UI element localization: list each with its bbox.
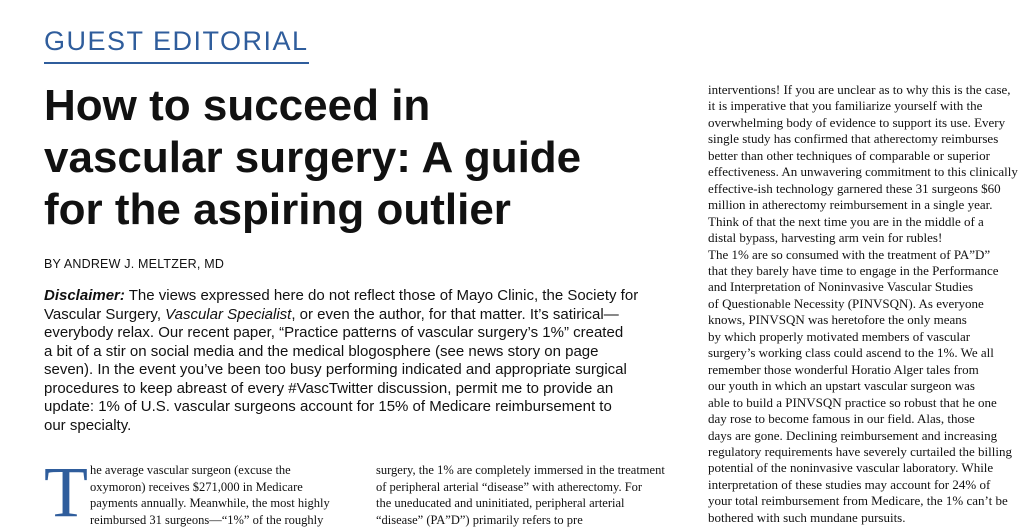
disclaimer-line: a bit of a stir on social media and the medical blogosphere (see news story on page — [44, 342, 599, 360]
body-line: oxymoron) receives $271,000 in Medicare — [90, 479, 303, 494]
disclaimer-text: The views expressed here do not reflect those of Mayo Clinic, the Society for — [124, 287, 639, 304]
disclaimer-line — [44, 287, 694, 306]
body-line: that they barely have time to engage in the Performance — [708, 262, 999, 278]
drop-cap: T — [44, 452, 88, 532]
disclaimer-line: everybody relax. Our recent paper, “Practice patterns of vascular surgery’s 1%” created — [44, 324, 624, 341]
body-line: the uneducated and uninitiated, peripheral arterial — [376, 496, 625, 510]
body-line: day rose to become famous in our field. Alas, those — [708, 411, 975, 427]
body-line: and Interpretation of Noninvasive Vascular Studies — [708, 279, 974, 295]
body-line: Think of that the next time you are in the middle of a — [708, 213, 984, 229]
body-line: regulatory requirements have severely curtailed the billing — [708, 443, 1012, 459]
body-line: remember those wonderful Horatio Alger tales from — [708, 361, 979, 377]
body-line: The 1% are so consumed with the treatment of PA”D” — [708, 246, 991, 262]
disclaimer-line: our specialty. — [44, 416, 132, 434]
headline-line: How to succeed in — [44, 81, 431, 130]
body-line: surgery, the 1% are completely immersed in the treatment — [376, 463, 665, 477]
body-line: knows, PINVSQN was heretofore the only means — [708, 312, 967, 328]
headline-line: vascular surgery: A guide — [44, 133, 582, 182]
body-line: he average vascular surgeon (excuse the — [90, 463, 291, 477]
body-line: effectiveness. An unwavering commitment to this clinically — [708, 164, 1018, 180]
body-column-3 — [708, 82, 1028, 526]
body-column-2 — [376, 462, 691, 527]
body-line: able to build a PINVSQN practice so robust that he one — [708, 394, 997, 410]
byline: BY ANDREW J. MELTZER, MD — [44, 257, 225, 271]
body-line: better than other techniques of comparable or superior — [708, 147, 990, 163]
body-line: surgery’s working class could ascend to the 1%. We all — [708, 345, 994, 361]
body-line: our youth in which an upstart vascular surgeon was — [708, 378, 975, 394]
disclaimer-line — [44, 306, 694, 325]
body-line: potential of the noninvasive vascular laboratory. While — [708, 460, 994, 476]
body-line: days are gone. Declining reimbursement and increasing — [708, 427, 998, 443]
body-line: of Questionable Necessity (PINVSQN). As everyone — [708, 295, 984, 311]
body-line: distal bypass, harvesting arm vein for rubles! — [708, 230, 943, 246]
body-line: by which properly motivated members of vascular — [708, 328, 971, 344]
disclaimer-line: update: 1% of U.S. vascular surgeons account for 15% of Medicare reimbursement to — [44, 398, 612, 415]
body-line: single study has confirmed that atherectomy reimburses — [708, 131, 999, 147]
headline-line: for the aspiring outlier — [44, 185, 511, 234]
body-line: of peripheral arterial “disease” with atherectomy. For — [376, 479, 643, 494]
body-line: “disease” (PA”D”) primarily refers to pre — [376, 512, 583, 527]
disclaimer-line: procedures to keep abreast of every #VascTwitter discussion, permit me to provide an — [44, 379, 614, 397]
body-line: effective-ish technology garnered these 31 surgeons $60 — [708, 180, 1001, 196]
body-line: interpretation of these studies may account for 24% of — [708, 476, 991, 492]
body-line: reimbursed 31 surgeons—“1%” of the roughly — [90, 512, 324, 527]
body-line: bothered with such mundane pursuits. — [708, 509, 906, 525]
headline — [44, 80, 684, 236]
body-column-1 — [90, 462, 355, 527]
section-label: GUEST EDITORIAL — [44, 24, 309, 64]
disclaimer-text: Vascular Surgery, — [44, 305, 166, 323]
body-line: million in atherectomy reimbursement in a single year. — [708, 197, 993, 213]
body-line: your total reimbursement from Medicare, the 1% can’t be — [708, 493, 1008, 509]
disclaimer-text: , or even the author, for that matter. It’s satirical— — [291, 305, 619, 323]
disclaimer-lead: Disclaimer: — [44, 287, 125, 304]
body-line: interventions! If you are unclear as to why this is the case, — [708, 82, 1011, 97]
body-line: overwhelming body of evidence to support its use. Every — [708, 114, 1006, 130]
disclaimer-line: seven). In the event you’ve been too busy performing indicated and appropriate surgical — [44, 361, 627, 378]
body-line: payments annually. Meanwhile, the most highly — [90, 496, 330, 510]
publication-name: Vascular Specialist — [165, 305, 292, 323]
disclaimer — [44, 287, 694, 435]
body-line: it is imperative that you familiarize yourself with the — [708, 98, 983, 114]
